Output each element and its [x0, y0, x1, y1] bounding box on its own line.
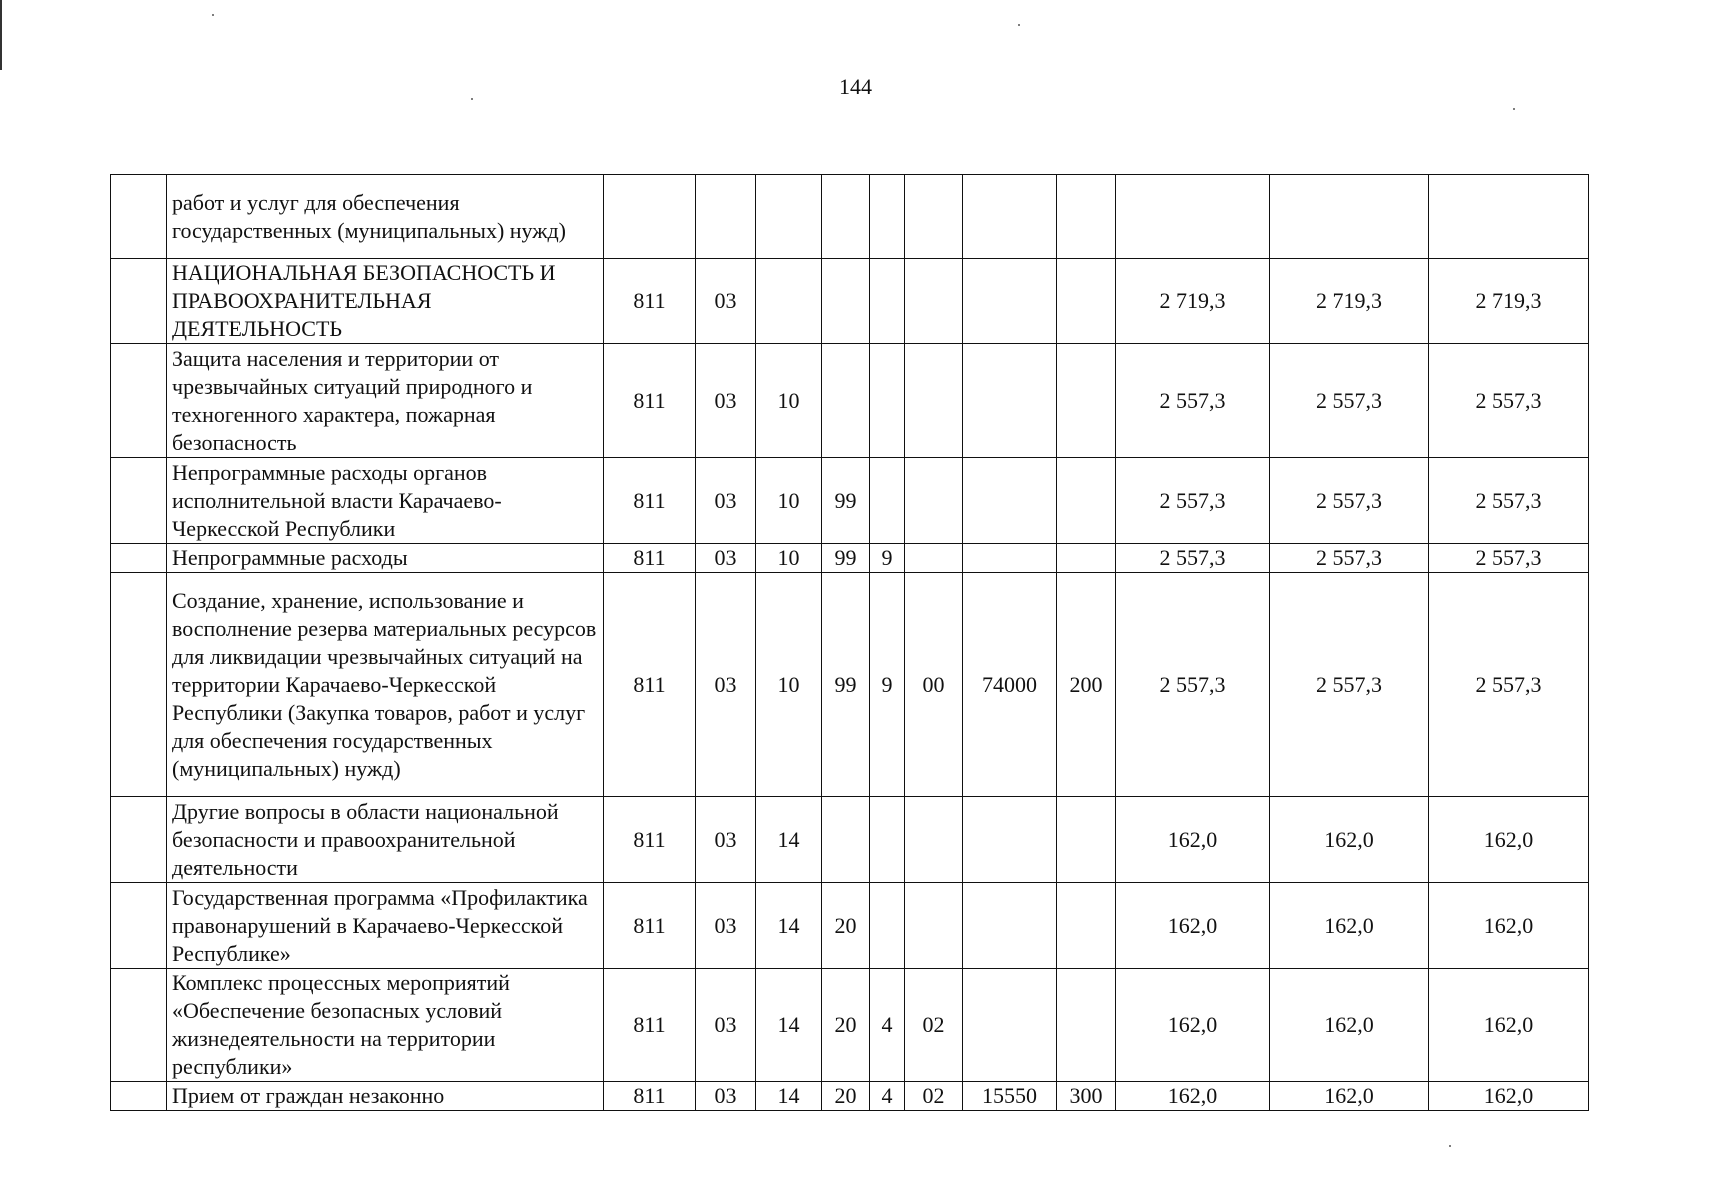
subprogram-cell: [870, 259, 905, 344]
num-cell: [111, 175, 167, 259]
amount-year3-cell: 2 557,3: [1429, 458, 1589, 544]
amount-year2-cell: 2 719,3: [1270, 259, 1429, 344]
program-cell: [822, 797, 870, 883]
scan-speck: [1018, 24, 1020, 26]
program-cell: [822, 259, 870, 344]
direction-cell: [963, 797, 1057, 883]
ved-cell: 811: [604, 797, 696, 883]
amount-year1-cell: 162,0: [1116, 969, 1270, 1082]
subprogram-cell: [870, 458, 905, 544]
program-cell: 99: [822, 544, 870, 573]
subsection-cell: 10: [756, 458, 822, 544]
subsection-cell: 14: [756, 883, 822, 969]
expense-type-cell: 300: [1057, 1082, 1116, 1111]
expense-type-cell: [1057, 969, 1116, 1082]
amount-year2-cell: [1270, 175, 1429, 259]
ved-cell: 811: [604, 969, 696, 1082]
direction-cell: 74000: [963, 573, 1057, 797]
section-cell: 03: [696, 573, 756, 797]
num-cell: [111, 259, 167, 344]
scan-speck: [212, 14, 214, 16]
amount-year2-cell: 162,0: [1270, 1082, 1429, 1111]
subprogram-cell: 9: [870, 573, 905, 797]
num-cell: [111, 573, 167, 797]
expense-type-cell: [1057, 544, 1116, 573]
table-row: [111, 458, 1589, 544]
event-cell: [905, 883, 963, 969]
table-row: [111, 797, 1589, 883]
ved-cell: 811: [604, 573, 696, 797]
amount-year2-cell: 2 557,3: [1270, 344, 1429, 458]
amount-year3-cell: 162,0: [1429, 969, 1589, 1082]
scan-speck: [1513, 108, 1515, 110]
expense-type-cell: [1057, 883, 1116, 969]
section-cell: 03: [696, 883, 756, 969]
subsection-cell: 10: [756, 544, 822, 573]
ved-cell: 811: [604, 1082, 696, 1111]
amount-year3-cell: 2 557,3: [1429, 573, 1589, 797]
description-cell: Прием от граждан незаконно: [167, 1082, 604, 1111]
subprogram-cell: 4: [870, 1082, 905, 1111]
table-row: [111, 1082, 1589, 1111]
expense-type-cell: [1057, 344, 1116, 458]
description-cell: Комплекс процессных мероприятий «Обеспечение безопасных условий жизнедеятельности на территории республики»: [167, 969, 604, 1082]
num-cell: [111, 544, 167, 573]
amount-year2-cell: 162,0: [1270, 883, 1429, 969]
expense-type-cell: 200: [1057, 573, 1116, 797]
direction-cell: [963, 344, 1057, 458]
subprogram-cell: [870, 175, 905, 259]
amount-year1-cell: 2 719,3: [1116, 259, 1270, 344]
subsection-cell: [756, 259, 822, 344]
subprogram-cell: [870, 883, 905, 969]
budget-table: [110, 174, 1589, 1111]
amount-year2-cell: 2 557,3: [1270, 458, 1429, 544]
amount-year1-cell: 2 557,3: [1116, 344, 1270, 458]
num-cell: [111, 1082, 167, 1111]
table-row: [111, 969, 1589, 1082]
amount-year3-cell: 2 719,3: [1429, 259, 1589, 344]
expense-type-cell: [1057, 259, 1116, 344]
subprogram-cell: [870, 344, 905, 458]
num-cell: [111, 969, 167, 1082]
amount-year3-cell: 2 557,3: [1429, 344, 1589, 458]
ved-cell: 811: [604, 544, 696, 573]
amount-year1-cell: 162,0: [1116, 883, 1270, 969]
table-row: [111, 259, 1589, 344]
expense-type-cell: [1057, 458, 1116, 544]
ved-cell: 811: [604, 458, 696, 544]
amount-year3-cell: [1429, 175, 1589, 259]
description-cell: НАЦИОНАЛЬНАЯ БЕЗОПАСНОСТЬ И ПРАВООХРАНИТЕЛЬНАЯ ДЕЯТЕЛЬНОСТЬ: [167, 259, 604, 344]
section-cell: 03: [696, 344, 756, 458]
amount-year1-cell: 2 557,3: [1116, 544, 1270, 573]
section-cell: 03: [696, 458, 756, 544]
amount-year1-cell: 162,0: [1116, 797, 1270, 883]
scan-edge-mark: [0, 0, 2, 70]
direction-cell: 15550: [963, 1082, 1057, 1111]
amount-year2-cell: 2 557,3: [1270, 544, 1429, 573]
scan-speck: [1449, 1145, 1451, 1147]
direction-cell: [963, 544, 1057, 573]
subsection-cell: 10: [756, 573, 822, 797]
num-cell: [111, 458, 167, 544]
section-cell: 03: [696, 259, 756, 344]
expense-type-cell: [1057, 175, 1116, 259]
subprogram-cell: 4: [870, 969, 905, 1082]
amount-year3-cell: 162,0: [1429, 883, 1589, 969]
description-cell: Государственная программа «Профилактика правонарушений в Карачаево-Черкесской Республике»: [167, 883, 604, 969]
num-cell: [111, 797, 167, 883]
program-cell: 20: [822, 883, 870, 969]
num-cell: [111, 883, 167, 969]
subsection-cell: [756, 175, 822, 259]
amount-year2-cell: 162,0: [1270, 797, 1429, 883]
program-cell: [822, 344, 870, 458]
table-row: [111, 344, 1589, 458]
amount-year1-cell: 162,0: [1116, 1082, 1270, 1111]
subprogram-cell: 9: [870, 544, 905, 573]
table-body: [111, 175, 1589, 1111]
subsection-cell: 14: [756, 969, 822, 1082]
direction-cell: [963, 969, 1057, 1082]
amount-year3-cell: 162,0: [1429, 797, 1589, 883]
description-cell: Защита населения и территории от чрезвычайных ситуаций природного и техногенного характера, пожарная безопасность: [167, 344, 604, 458]
section-cell: 03: [696, 969, 756, 1082]
direction-cell: [963, 883, 1057, 969]
direction-cell: [963, 458, 1057, 544]
description-cell: Создание, хранение, использование и восполнение резерва материальных ресурсов для ликвидации чрезвычайных ситуаций на территории Карачаево-Черкесской Республики (Закупка товаров, работ и услуг для обеспечения государственных (муниципальных) нужд): [167, 573, 604, 797]
num-cell: [111, 344, 167, 458]
subprogram-cell: [870, 797, 905, 883]
subsection-cell: 14: [756, 1082, 822, 1111]
event-cell: [905, 175, 963, 259]
table-row: [111, 544, 1589, 573]
section-cell: 03: [696, 1082, 756, 1111]
event-cell: [905, 344, 963, 458]
amount-year2-cell: 2 557,3: [1270, 573, 1429, 797]
description-cell: Другие вопросы в области национальной безопасности и правоохранительной деятельности: [167, 797, 604, 883]
table-row: [111, 175, 1589, 259]
program-cell: [822, 175, 870, 259]
section-cell: 03: [696, 544, 756, 573]
section-cell: 03: [696, 797, 756, 883]
event-cell: [905, 458, 963, 544]
amount-year3-cell: 162,0: [1429, 1082, 1589, 1111]
ved-cell: 811: [604, 344, 696, 458]
subsection-cell: 14: [756, 797, 822, 883]
event-cell: 02: [905, 1082, 963, 1111]
description-cell: Непрограммные расходы: [167, 544, 604, 573]
section-cell: [696, 175, 756, 259]
amount-year1-cell: [1116, 175, 1270, 259]
ved-cell: 811: [604, 883, 696, 969]
direction-cell: [963, 175, 1057, 259]
program-cell: 99: [822, 458, 870, 544]
program-cell: 99: [822, 573, 870, 797]
page-number: 144: [839, 74, 872, 99]
direction-cell: [963, 259, 1057, 344]
expense-type-cell: [1057, 797, 1116, 883]
table-row: [111, 573, 1589, 797]
amount-year2-cell: 162,0: [1270, 969, 1429, 1082]
description-cell: Непрограммные расходы органов исполнительной власти Карачаево-Черкесской Республики: [167, 458, 604, 544]
event-cell: [905, 544, 963, 573]
event-cell: [905, 259, 963, 344]
description-cell: работ и услуг для обеспечения государственных (муниципальных) нужд): [167, 175, 604, 259]
program-cell: 20: [822, 969, 870, 1082]
table-row: [111, 883, 1589, 969]
event-cell: 00: [905, 573, 963, 797]
amount-year3-cell: 2 557,3: [1429, 544, 1589, 573]
program-cell: 20: [822, 1082, 870, 1111]
amount-year1-cell: 2 557,3: [1116, 458, 1270, 544]
amount-year1-cell: 2 557,3: [1116, 573, 1270, 797]
event-cell: 02: [905, 969, 963, 1082]
ved-cell: 811: [604, 259, 696, 344]
subsection-cell: 10: [756, 344, 822, 458]
event-cell: [905, 797, 963, 883]
ved-cell: [604, 175, 696, 259]
